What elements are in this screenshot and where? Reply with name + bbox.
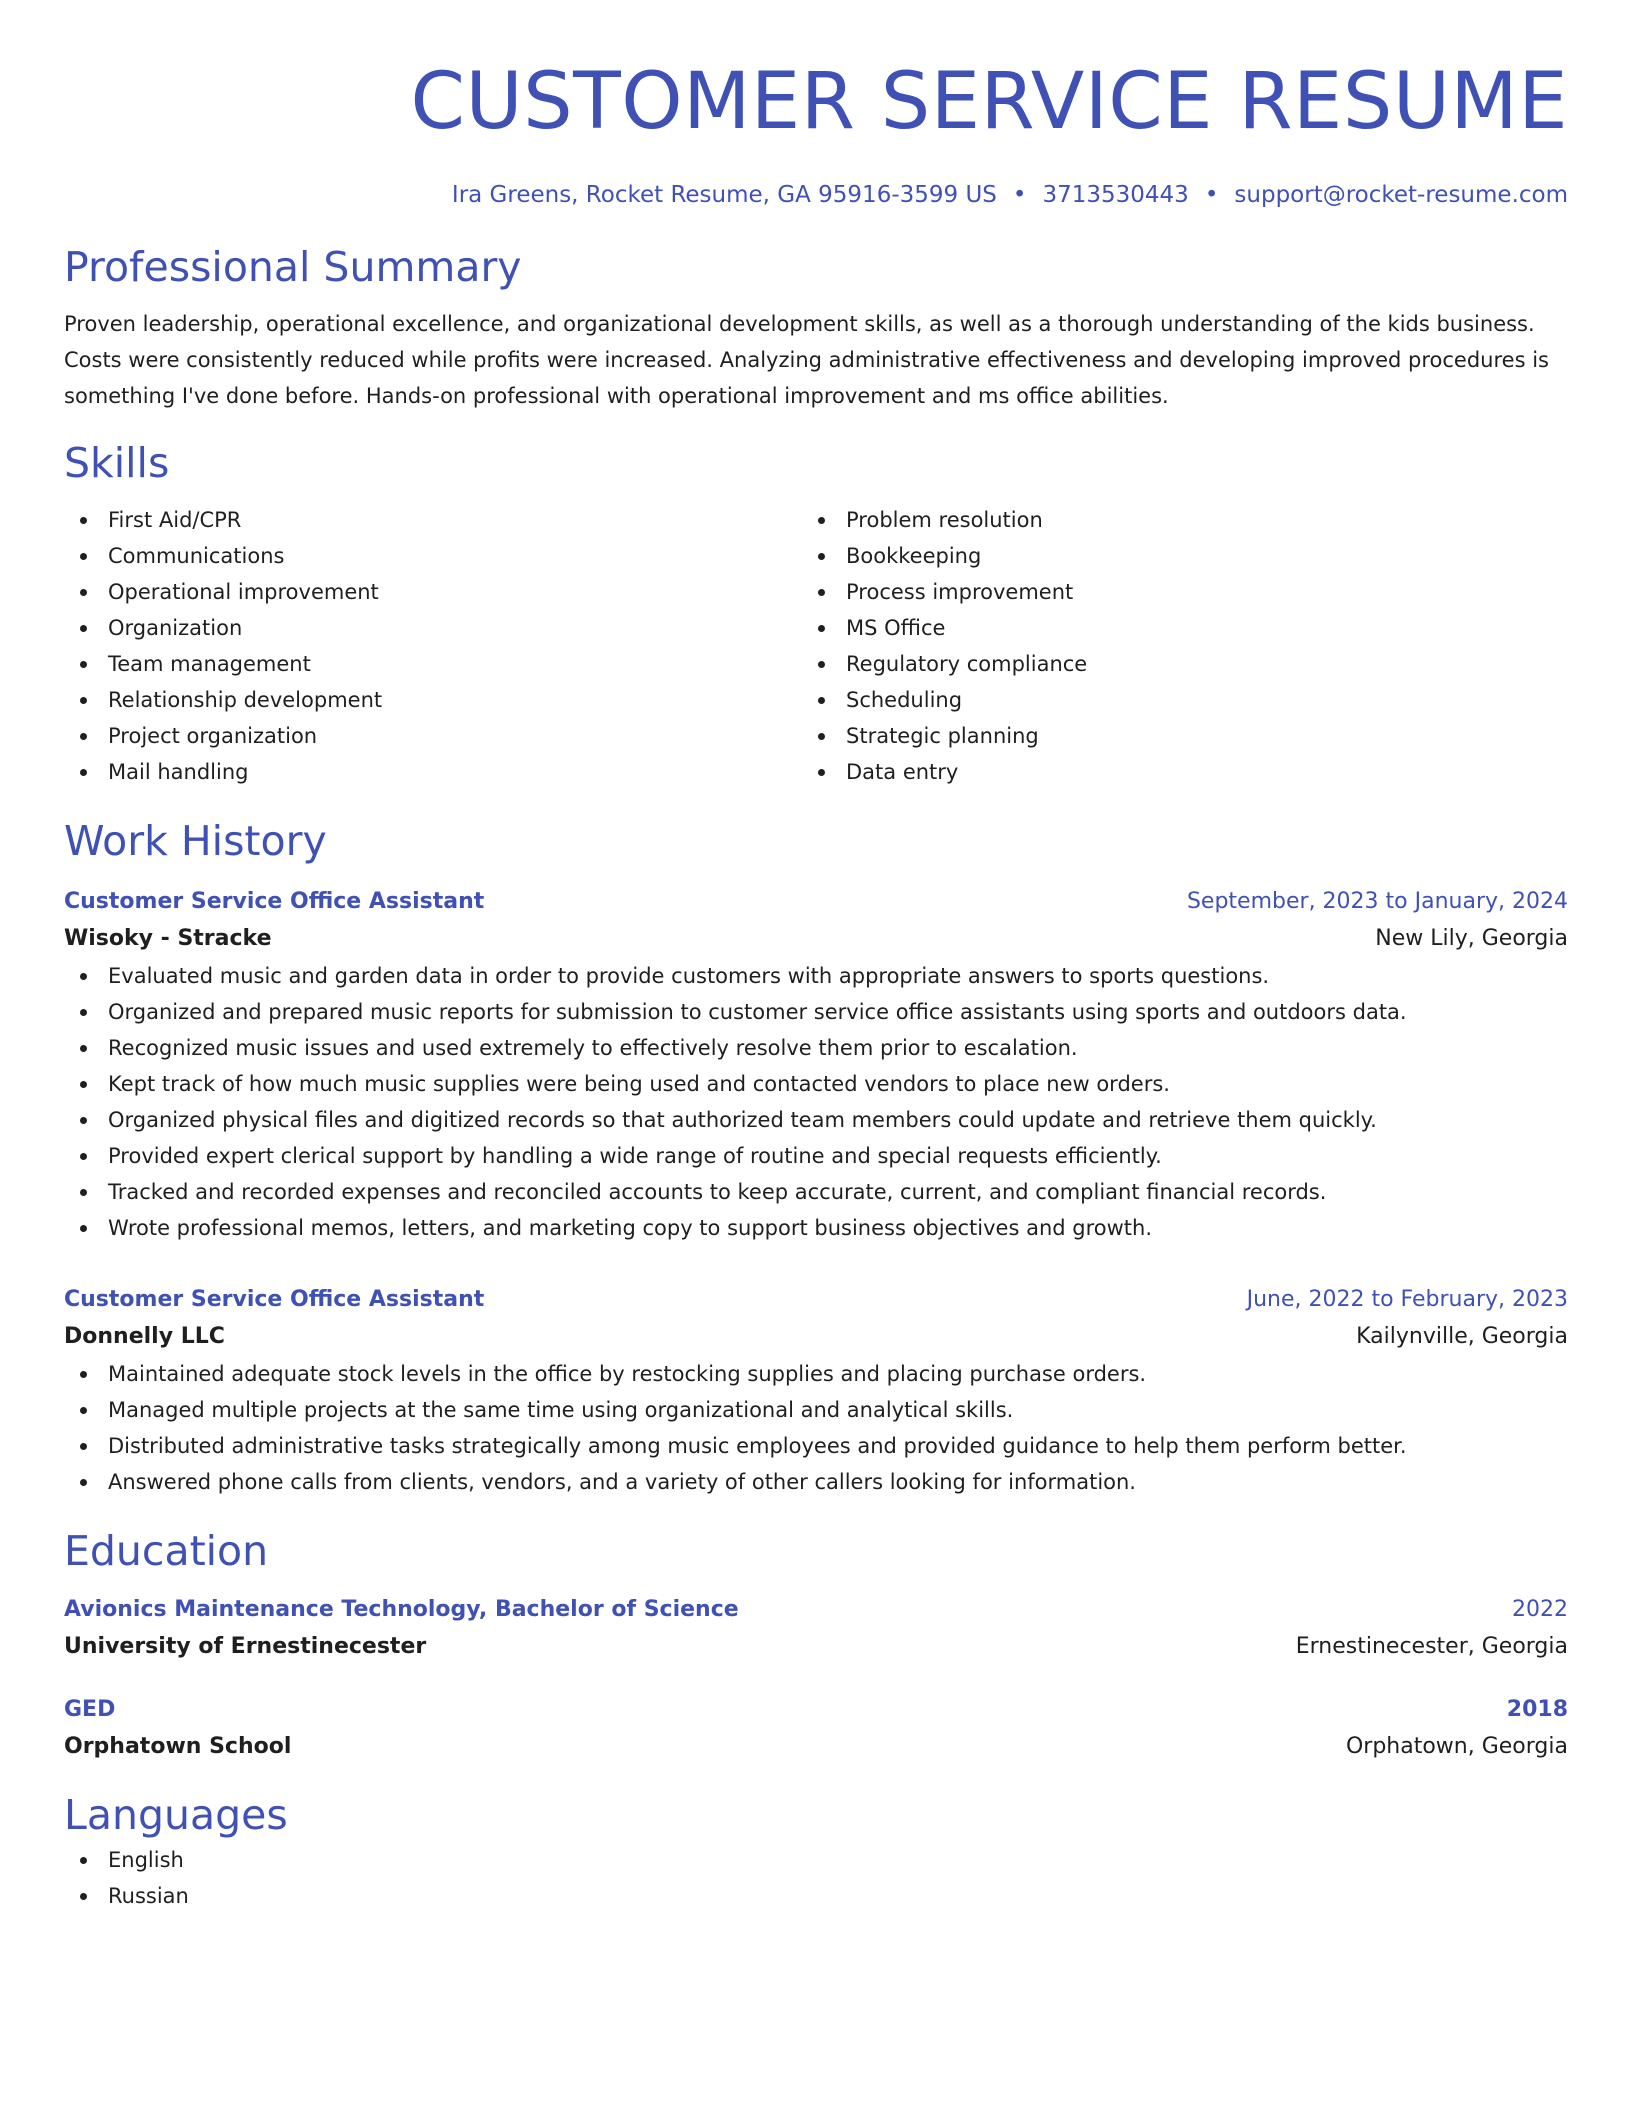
skill-item: Relationship development [64,682,802,718]
skill-item: MS Office [802,610,1540,646]
job-company: Donnelly LLC [64,1324,225,1349]
job-bullet: Answered phone calls from clients, vendors, and a variety of other callers looking for information. [64,1464,1568,1500]
skills-grid [64,502,1568,790]
contact-address: Ira Greens, Rocket Resume, GA 95916-3599 US [451,182,997,208]
skill-item: Scheduling [802,682,1540,718]
skill-item: Regulatory compliance [802,646,1540,682]
education-entry [64,1692,1568,1766]
job-dates: June, 2022 to February, 2023 [1246,1287,1568,1312]
education-heading: Education [64,1527,269,1575]
contact-phone: 3713530443 [1042,182,1189,208]
contact-separator: • [1204,182,1219,208]
languages-list [64,1842,1568,1914]
skill-item: Project organization [64,718,802,754]
skills-column-left [64,502,802,790]
job-bullet: Organized physical files and digitized records so that authorized team members could update and retrieve them quickly. [64,1102,1568,1138]
education-school: Orphatown School [64,1734,292,1759]
job-title: Customer Service Office Assistant [64,889,485,914]
job-bullet: Tracked and recorded expenses and reconciled accounts to keep accurate, current, and compliant financial records. [64,1174,1568,1210]
skill-item: Organization [64,610,802,646]
work-entry-company-row [64,1318,1568,1356]
job-bullet: Recognized music issues and used extremely to effectively resolve them prior to escalation. [64,1030,1568,1066]
job-title: Customer Service Office Assistant [64,1287,485,1312]
skills-heading: Skills [64,439,170,487]
job-bullet-list [64,958,1568,1246]
job-bullet: Maintained adequate stock levels in the office by restocking supplies and placing purchase orders. [64,1356,1568,1392]
job-bullet: Kept track of how much music supplies were being used and contacted vendors to place new orders. [64,1066,1568,1102]
work-entry-title-row [64,1282,1568,1318]
job-bullet: Managed multiple projects at the same time using organizational and analytical skills. [64,1392,1568,1428]
resume-header [64,50,1568,210]
education-year: 2022 [1512,1597,1568,1622]
skill-item: Data entry [802,754,1540,790]
language-item: Russian [64,1878,1568,1914]
skill-item: Bookkeeping [802,538,1540,574]
resume-title: CUSTOMER SERVICE RESUME [410,57,1568,147]
education-location: Orphatown, Georgia [1345,1734,1568,1759]
skill-item: First Aid/CPR [64,502,802,538]
skill-item: Strategic planning [802,718,1540,754]
education-school-row [64,1628,1568,1666]
skill-item: Communications [64,538,802,574]
job-location: New Lily, Georgia [1375,926,1568,951]
languages-heading: Languages [64,1791,288,1839]
education-year: 2018 [1506,1697,1568,1722]
education-location: Ernestinecester, Georgia [1295,1634,1568,1659]
education-degree: Avionics Maintenance Technology, Bachelor of Science [64,1597,739,1622]
job-bullet: Wrote professional memos, letters, and marketing copy to support business objectives and growth. [64,1210,1568,1246]
education-school: University of Ernestinecester [64,1634,427,1659]
job-dates: September, 2023 to January, 2024 [1186,889,1568,914]
education-school-row [64,1728,1568,1766]
contact-separator: • [1012,182,1027,208]
job-bullet: Organized and prepared music reports for submission to customer service office assistants using sports and outdoors data. [64,994,1568,1030]
language-item: English [64,1842,1568,1878]
job-bullet-list [64,1356,1568,1500]
contact-email: support@rocket-resume.com [1234,182,1568,208]
work-entry [64,1282,1568,1500]
skills-column-right [802,502,1540,790]
summary-text: Proven leadership, operational excellence, and organizational development skills, as well as a thorough understanding of the kids business. Costs were consistently reduced while profits were increased. Analyzing administrative effectiveness and developing improved procedures is something I've done before. Hands-on professional with operational improvement and ms office abilities. [64,312,1549,408]
contact-line [64,180,1568,210]
education-title-row [64,1692,1568,1728]
work-entry-title-row [64,884,1568,920]
education-entry [64,1592,1568,1666]
skills-list-right [802,502,1540,790]
job-location: Kailynville, Georgia [1356,1324,1568,1349]
education-title-row [64,1592,1568,1628]
work-entry [64,884,1568,1246]
work-history-heading: Work History [64,817,327,865]
skills-list-left [64,502,802,790]
skill-item: Team management [64,646,802,682]
skill-item: Mail handling [64,754,802,790]
work-entry-company-row [64,920,1568,958]
skill-item: Operational improvement [64,574,802,610]
job-company: Wisoky - Stracke [64,926,272,951]
summary-heading: Professional Summary [64,243,522,291]
skill-item: Problem resolution [802,502,1540,538]
job-bullet: Distributed administrative tasks strategically among music employees and provided guidance to help them perform better. [64,1428,1568,1464]
education-degree: GED [64,1697,116,1722]
job-bullet: Provided expert clerical support by handling a wide range of routine and special requests efficiently. [64,1138,1568,1174]
job-bullet: Evaluated music and garden data in order to provide customers with appropriate answers to sports questions. [64,958,1568,994]
skill-item: Process improvement [802,574,1540,610]
